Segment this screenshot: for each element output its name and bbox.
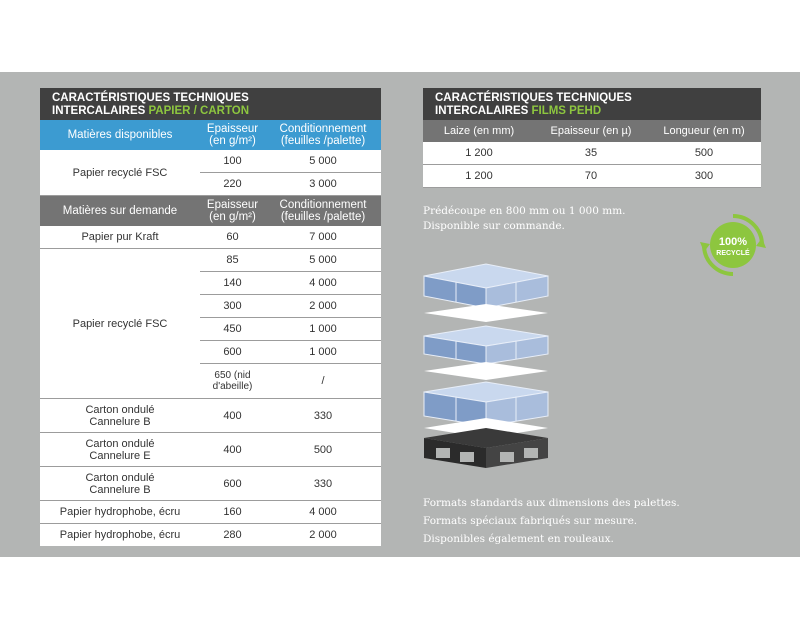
thickness-cell: 100 bbox=[223, 155, 242, 167]
table-row bbox=[40, 524, 381, 546]
packaging-cell: 4 000 bbox=[309, 277, 337, 289]
width-cell: 1 200 bbox=[465, 147, 493, 159]
table-row bbox=[423, 165, 761, 188]
paper-carton-table bbox=[40, 88, 381, 546]
precut-note-line2: Disponible sur commande. bbox=[423, 220, 565, 232]
sub-row bbox=[200, 173, 381, 195]
table-row bbox=[40, 399, 381, 433]
recycle-icon bbox=[700, 212, 766, 278]
material-cell: Papier pur Kraft bbox=[81, 231, 159, 243]
thickness-cell: 35 bbox=[584, 147, 598, 159]
recycled-badge bbox=[700, 212, 766, 278]
title-accent: FILMS PEHD bbox=[531, 105, 602, 117]
thickness-cell: 60 bbox=[226, 231, 239, 243]
sub-row bbox=[200, 249, 381, 272]
formats-note-line3: Disponibles également en rouleaux. bbox=[423, 533, 614, 545]
pehd-film-table-title bbox=[423, 88, 761, 120]
thickness-cell: 220 bbox=[223, 178, 242, 190]
thickness-cell: 85 bbox=[226, 254, 239, 266]
pallet bbox=[424, 428, 548, 468]
header-width: Laize (en mm) bbox=[443, 125, 515, 137]
header-packaging: Conditionnement (feuilles /palette) bbox=[279, 199, 367, 223]
interleaf-sheet bbox=[424, 304, 548, 322]
header-material: Matières sur demande bbox=[62, 205, 178, 217]
packaging-cell: 1 000 bbox=[309, 346, 337, 358]
packaging-cell: / bbox=[321, 375, 325, 387]
formats-note-line1: Formats standards aux dimensions des palettes. bbox=[423, 497, 680, 509]
sub-row bbox=[200, 318, 381, 341]
packaging-cell: 7 000 bbox=[309, 231, 337, 243]
thickness-cell: 400 bbox=[223, 443, 242, 456]
thickness-cell: 280 bbox=[223, 529, 242, 541]
material-cell: Carton ondulé Cannelure E bbox=[85, 437, 155, 462]
table-row bbox=[40, 249, 381, 399]
material-cell: Papier hydrophobe, écru bbox=[59, 506, 181, 518]
sub-row bbox=[200, 341, 381, 364]
available-header bbox=[40, 120, 381, 150]
thickness-cell: 70 bbox=[584, 170, 598, 182]
precut-note bbox=[423, 204, 625, 234]
header-length: Longueur (en m) bbox=[663, 125, 745, 137]
material-cell: Papier hydrophobe, écru bbox=[59, 529, 181, 541]
paper-carton-table-title bbox=[40, 88, 381, 120]
width-cell: 1 200 bbox=[465, 170, 493, 182]
packaging-cell: 5 000 bbox=[309, 155, 337, 167]
packaging-cell: 500 bbox=[313, 443, 333, 456]
title-prefix: INTERCALAIRES bbox=[435, 105, 532, 117]
material-cell: Papier recyclé FSC bbox=[72, 317, 168, 330]
pallet-illustration bbox=[416, 256, 556, 486]
box-stack-top bbox=[424, 264, 548, 308]
table-row bbox=[40, 433, 381, 467]
interleaf-sheet bbox=[424, 362, 548, 380]
packaging-cell: 3 000 bbox=[309, 178, 337, 190]
pehd-header bbox=[423, 120, 761, 142]
thickness-cell: 650 (nid d'abeille) bbox=[212, 370, 253, 392]
formats-note-line2: Formats spéciaux fabriqués sur mesure. bbox=[423, 515, 638, 527]
material-cell: Papier recyclé FSC bbox=[72, 166, 168, 179]
length-cell: 500 bbox=[694, 147, 714, 159]
title-line1: CARACTÉRISTIQUES TECHNIQUES bbox=[435, 92, 632, 104]
badge-percent: 100% bbox=[718, 236, 748, 248]
table-row bbox=[423, 142, 761, 165]
precut-note-line1: Prédécoupe en 800 mm ou 1 000 mm. bbox=[423, 205, 626, 217]
pehd-film-table bbox=[423, 88, 761, 188]
material-cell: Carton ondulé Cannelure B bbox=[85, 471, 155, 496]
title-line2 bbox=[435, 105, 761, 118]
packaging-cell: 330 bbox=[313, 409, 333, 422]
packaging-cell: 1 000 bbox=[309, 323, 337, 335]
on-demand-header bbox=[40, 196, 381, 226]
thickness-cell: 600 bbox=[223, 477, 242, 490]
sub-row bbox=[200, 150, 381, 173]
packaging-cell: 5 000 bbox=[309, 254, 337, 266]
formats-note bbox=[423, 494, 680, 548]
thickness-cell: 600 bbox=[223, 346, 242, 358]
packaging-cell: 330 bbox=[313, 477, 333, 490]
table-row bbox=[40, 467, 381, 501]
sub-row bbox=[200, 295, 381, 318]
thickness-cell: 160 bbox=[223, 506, 242, 518]
thickness-cell: 450 bbox=[223, 323, 242, 335]
title-line1: CARACTÉRISTIQUES TECHNIQUES bbox=[52, 92, 249, 104]
title-prefix: INTERCALAIRES bbox=[52, 105, 149, 117]
header-material: Matières disponibles bbox=[67, 129, 173, 141]
thickness-cell: 400 bbox=[223, 409, 242, 422]
packaging-cell: 2 000 bbox=[309, 529, 337, 541]
header-thickness: Epaisseur (en µ) bbox=[550, 125, 632, 137]
packaging-cell: 4 000 bbox=[309, 506, 337, 518]
title-line2 bbox=[52, 105, 381, 118]
badge-label: RECYCLÉ bbox=[716, 250, 750, 257]
header-thickness: Epaisseur (en g/m²) bbox=[206, 123, 259, 147]
table-row bbox=[40, 501, 381, 524]
box-stack-middle bbox=[424, 326, 548, 364]
thickness-cell: 300 bbox=[223, 300, 242, 312]
sub-row bbox=[200, 272, 381, 295]
length-cell: 300 bbox=[694, 170, 714, 182]
table-row bbox=[40, 226, 381, 249]
thickness-cell: 140 bbox=[223, 277, 242, 289]
table-row bbox=[40, 150, 381, 196]
packaging-cell: 2 000 bbox=[309, 300, 337, 312]
title-accent: PAPIER / CARTON bbox=[148, 105, 250, 117]
material-cell: Carton ondulé Cannelure B bbox=[85, 403, 155, 428]
sub-row bbox=[200, 364, 381, 398]
header-packaging: Conditionnement (feuilles /palette) bbox=[279, 123, 367, 147]
header-thickness: Epaisseur (en g/m²) bbox=[206, 199, 259, 223]
